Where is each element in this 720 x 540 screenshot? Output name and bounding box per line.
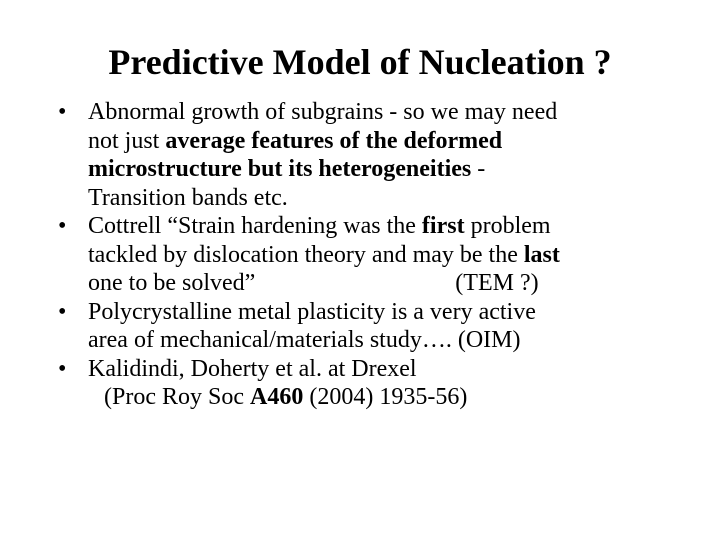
- bullet-line: [88, 155, 658, 184]
- bullet-line: [88, 127, 658, 156]
- bullet-item: [58, 212, 658, 298]
- bullet-item: [58, 355, 658, 412]
- bullet-line: [88, 269, 658, 298]
- text-run: problem: [464, 213, 551, 239]
- bullet-line: area of mechanical/materials study…. (OIM): [88, 327, 521, 353]
- bullet-dot-icon: •: [58, 99, 67, 125]
- bullet-item: [58, 98, 658, 212]
- bullet-item: [58, 298, 658, 355]
- bullet-line: Polycrystalline metal plasticity is a very active: [88, 298, 536, 325]
- bullet-line: Kalidindi, Doherty et al. at Drexel: [88, 355, 417, 382]
- bullet-line: [88, 212, 658, 241]
- bold-text: A460: [250, 384, 304, 410]
- bullet-dot-icon: •: [58, 355, 67, 382]
- bullet-dot-icon: •: [58, 213, 67, 239]
- bold-text: microstructure but its heterogeneities: [88, 156, 472, 182]
- text-run: (TEM ?): [455, 270, 539, 296]
- bullet-line: [88, 241, 658, 270]
- text-run: (2004) 1935-56): [303, 384, 468, 410]
- text-run: Cottrell “Strain hardening was the: [88, 213, 422, 239]
- slide-title: Predictive Model of Nucleation ?: [108, 42, 612, 82]
- bold-text: first: [421, 213, 465, 239]
- bold-text: average features of the deformed: [165, 127, 503, 154]
- bullet-dot-icon: •: [58, 298, 67, 325]
- bullet-line: Transition bands etc.: [88, 184, 288, 211]
- text-run: one to be solved”: [88, 270, 256, 296]
- bullet-line: [88, 383, 658, 412]
- bold-text: last: [523, 241, 560, 268]
- text-run: -: [471, 156, 486, 182]
- bullet-line: Abnormal growth of subgrains - so we may need: [88, 99, 558, 125]
- text-run: (Proc Roy Soc: [104, 384, 250, 410]
- text-run: tackled by dislocation theory and may be the: [88, 241, 524, 268]
- bullet-list: [58, 98, 658, 412]
- text-run: not just: [88, 127, 166, 154]
